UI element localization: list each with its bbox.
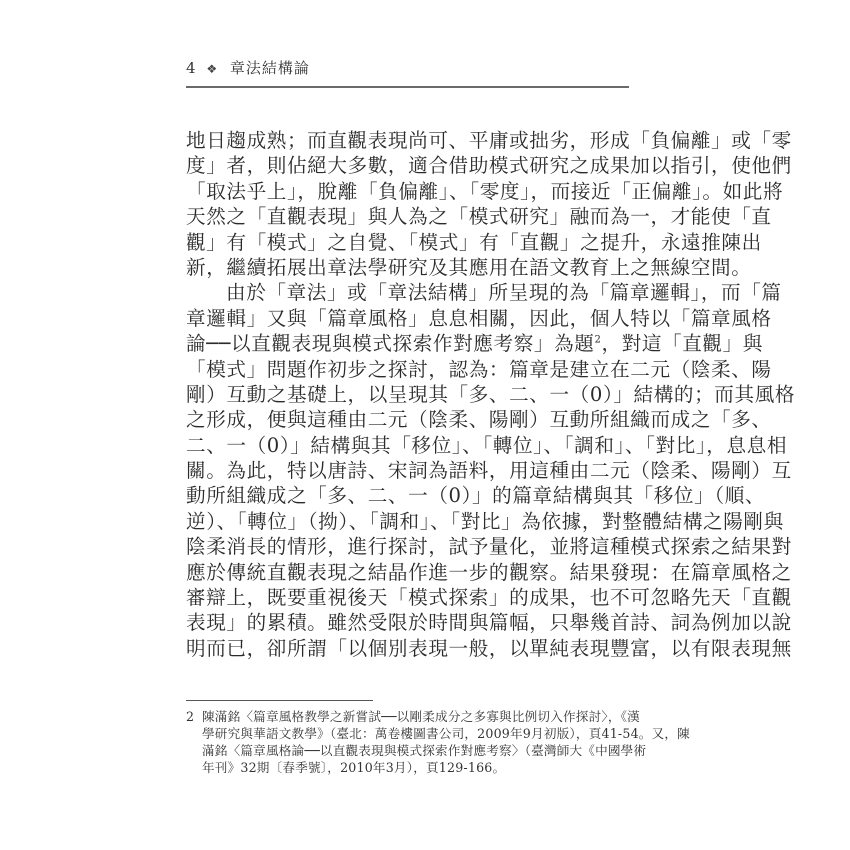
ornament-icon: ❖ <box>206 62 219 76</box>
footnotes <box>186 708 690 776</box>
body-line: 應於傳統直觀表現之結晶作進一步的觀察。結果發現：在篇章風格之 <box>186 560 792 584</box>
body-line: 動所組織成之「多、二、一（0）」的篇章結構與其「移位」（順、 <box>186 484 766 508</box>
body-line: 二、一（0）」結構與其「移位」、「轉位」、「調和」、「對比」，息息相 <box>186 433 788 457</box>
body-line: 章邏輯」又與「篇章風格」息息相關，因此，個人特以「篇章風格 <box>186 306 772 330</box>
body-line: 剛）互動之基礎上，以呈現其「多、二、一（0）」結構的；而其風格 <box>186 382 796 406</box>
footnote-line <box>186 708 640 725</box>
body-line: 「取法乎上」，脫離「負偏離」、「零度」，而接近「正偏離」。如此將 <box>186 179 784 203</box>
running-title: 章法結構論 <box>229 59 310 77</box>
footnote-line: 年刊》32期〔春季號〕，2010年3月），頁129-166。 <box>202 760 506 775</box>
body-line: 表現」的累積。雖然受限於時間與篇幅，只舉幾首詩、詞為例加以說 <box>186 611 792 635</box>
body-line: 觀」有「模式」之自覺、「模式」有「直觀」之提升，永遠推陳出 <box>186 230 762 254</box>
body-line: 由於「章法」或「章法結構」所呈現的為「篇章邏輯」，而「篇 <box>226 281 782 305</box>
body-line-tail: ，對這「直觀」與 <box>601 332 764 356</box>
body-line: 天然之「直觀表現」與人為之「模式研究」融而為一，才能使「直 <box>186 205 772 229</box>
body-line: 關。為此，特以唐詩、宋詞為語料，用這種由二元（陰柔、陽剛）互 <box>186 459 792 483</box>
body-line: 地日趨成熟；而直觀表現尚可、平庸或拙劣，形成「負偏離」或「零 <box>186 129 792 152</box>
footnote-ref-link[interactable]: 2 <box>594 334 602 346</box>
footnote-divider <box>186 700 373 701</box>
body-line: 審辯上，既要重視後天「模式探索」的成果，也不可忽略先天「直觀 <box>186 586 792 610</box>
footnote-number: 2 <box>186 709 195 724</box>
body-text <box>186 128 796 661</box>
body-line: 之形成，便與這種由二元（陰柔、陽剛）互動所組織而成之「多、 <box>186 408 772 432</box>
footnote-text: 陳滿銘〈篇章風格教學之新嘗試──以剛柔成分之多寡與比例切入作探討〉，《漢 <box>202 709 640 724</box>
body-line: 新，繼續拓展出章法學研究及其應用在語文教育上之無線空間。 <box>186 255 752 279</box>
body-line: 陰柔消長的情形，進行探討，試予量化，並將這種模式探索之結果對 <box>186 535 792 559</box>
body-line: 度」者，則佔絕大多數，適合借助模式研究之成果加以指引，使他們 <box>186 154 792 178</box>
page-number: 4 <box>186 59 197 77</box>
running-header <box>186 58 629 88</box>
body-line: 「模式」問題作初步之探討，認為：篇章是建立在二元（陰柔、陽 <box>186 357 772 381</box>
footnote-line: 學研究與華語文教學》（臺北：萬卷樓圖書公司，2009年9月初版），頁41-54。又，陳 <box>202 726 690 741</box>
footnote-line: 滿銘〈篇章風格論──以直觀表現與模式探索作對應考察〉（臺灣師大《中國學術 <box>202 743 647 758</box>
body-line: 明而已，卻所謂「以個別表現一般，以單純表現豐富，以有限表現無 <box>186 636 792 660</box>
body-line-head: 論──以直觀表現與模式探索作對應考察」為題 <box>186 332 595 356</box>
body-line-with-footnote <box>186 331 764 356</box>
body-line: 逆）、「轉位」（拗）、「調和」、「對比」為依據，對整體結構之陽剛與 <box>186 509 784 533</box>
